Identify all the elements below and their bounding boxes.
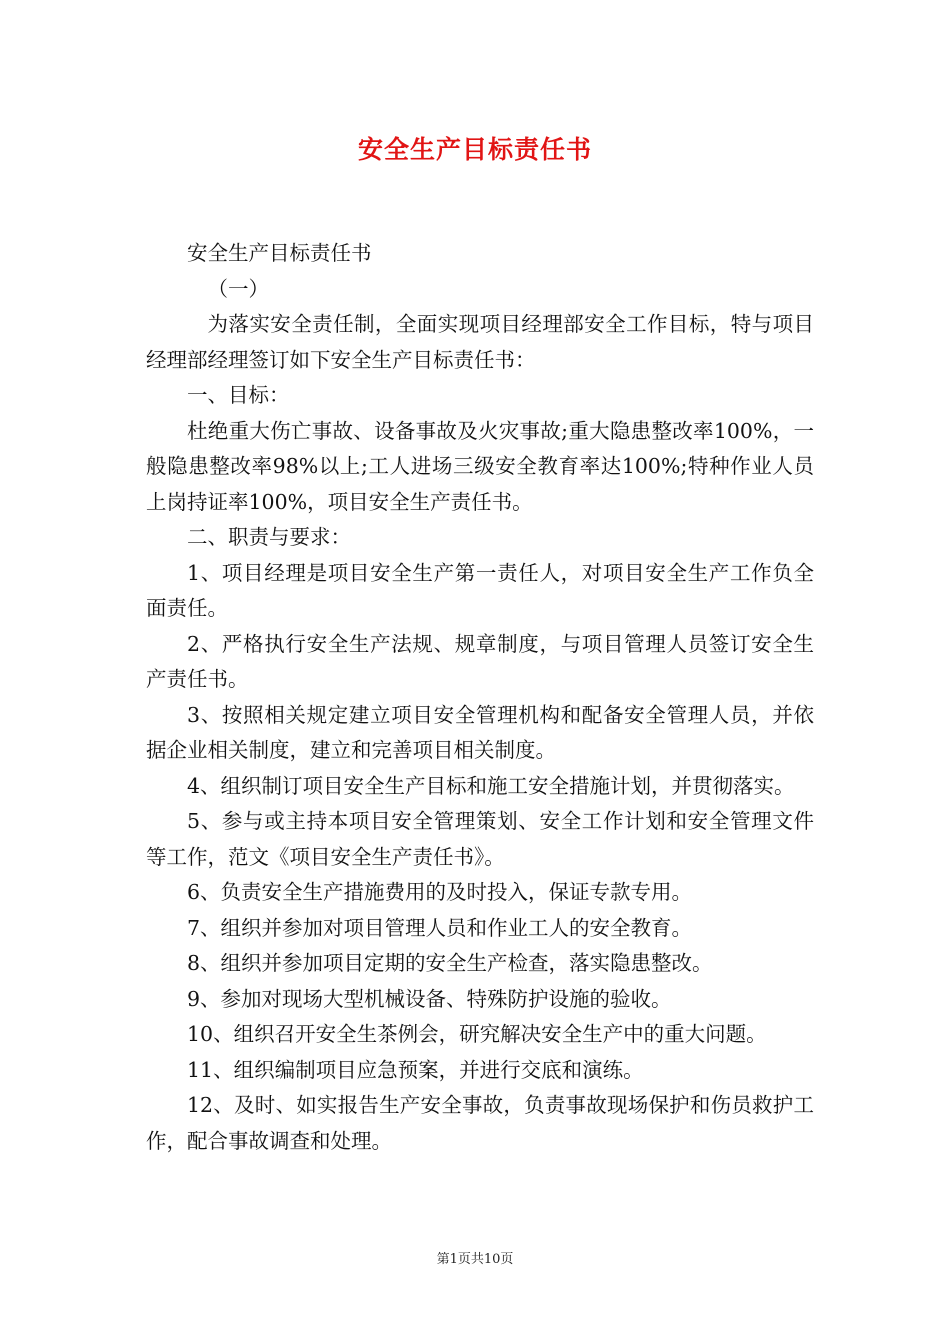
duty-item-11: 11、组织编制项目应急预案，并进行交底和演练。 bbox=[187, 1057, 644, 1082]
intro-paragraph: 为落实安全责任制，全面实现项目经理部安全工作目标，特与项目经理部经理签订如下安全生产目标责任书： bbox=[146, 312, 814, 372]
duty-item-1: 1、项目经理是项目安全生产第一责任人，对项目安全生产工作负全面责任。 bbox=[146, 560, 814, 620]
duty-item-8: 8、组织并参加项目定期的安全生产检查，落实隐患整改。 bbox=[187, 951, 713, 975]
duty-item-6: 6、负责安全生产措施费用的及时投入，保证专款专用。 bbox=[187, 880, 693, 904]
duty-item-4: 4、组织制订项目安全生产目标和施工安全措施计划，并贯彻落实。 bbox=[187, 773, 795, 798]
duty-item-3: 3、按照相关规定建立项目安全管理机构和配备安全管理人员，并依据企业相关制度，建立和完善项目相关制度。 bbox=[146, 702, 814, 762]
duty-item-12: 12、及时、如实报告生产安全事故，负责事故现场保护和伤员救护工作，配合事故调查和处理。 bbox=[146, 1093, 814, 1153]
duty-item-9: 9、参加对现场大型机械设备、特殊防护设施的验收。 bbox=[187, 986, 672, 1011]
document-body bbox=[146, 236, 814, 1159]
goals-heading: 一、目标： bbox=[187, 383, 290, 407]
document-title: 安全生产目标责任书 bbox=[357, 135, 592, 164]
duty-item-2: 2、严格执行安全生产法规、规章制度，与项目管理人员签订安全生产责任书。 bbox=[146, 631, 814, 691]
section-number-paragraph: （一） bbox=[207, 276, 269, 301]
duties-heading: 二、职责与要求： bbox=[187, 525, 351, 549]
duty-item-10: 10、组织召开安全生茶例会，研究解决安全生产中的重大问题。 bbox=[187, 1022, 767, 1046]
page-number-footer: 第1页共10页 bbox=[436, 1252, 514, 1267]
duty-item-5: 5、参与或主持本项目安全管理策划、安全工作计划和安全管理文件等工作，范文《项目安全生产责任书》。 bbox=[146, 809, 814, 869]
duty-item-7: 7、组织并参加对项目管理人员和作业工人的安全教育。 bbox=[187, 915, 693, 940]
goals-paragraph: 杜绝重大伤亡事故、设备事故及火灾事故;重大隐患整改率100%，一般隐患整改率98%以上;工人进场三级安全教育率达100%;特种作业人员上岗持证率100%，项目安全生产责任书。 bbox=[146, 418, 814, 514]
subtitle-paragraph: 安全生产目标责任书 bbox=[187, 241, 372, 265]
